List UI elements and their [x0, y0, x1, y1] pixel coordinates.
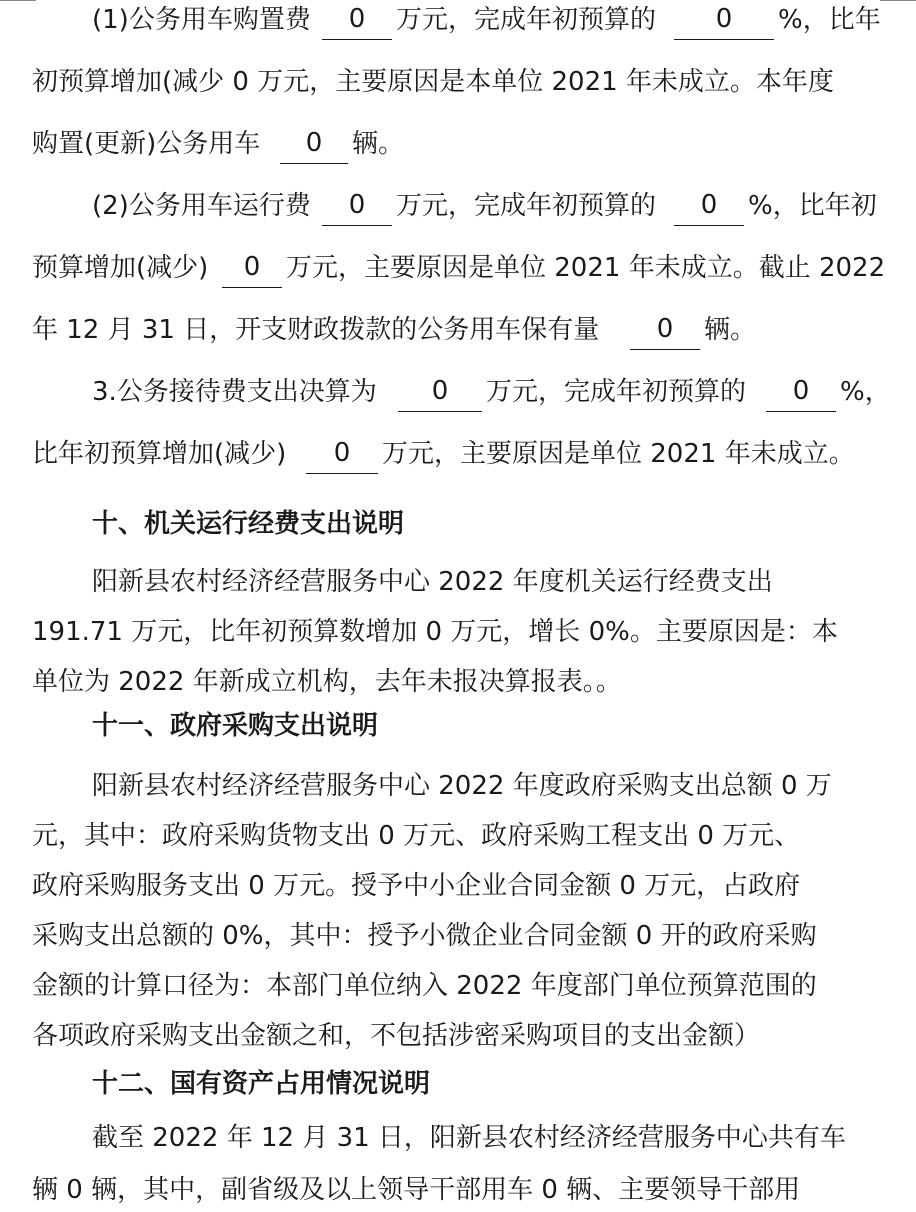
text: 万元，完成年初预算的	[396, 5, 657, 35]
text: %，比年	[778, 5, 881, 35]
section-12-line-1	[0, 1118, 916, 1158]
text: 阳新县农村经济经营服务中心 2022 年度机关运行经费支出	[92, 567, 773, 597]
text: 万元，完成年初预算的	[486, 377, 747, 407]
operation-fee-value: 0	[322, 186, 392, 226]
text: 金额的计算口径为：本部门单位纳入 2022 年度部门单位预算范围的	[32, 971, 817, 1001]
section-11-line-6	[0, 1016, 916, 1056]
vehicles-held-value: 0	[630, 310, 700, 350]
vehicle-operation-line-1	[0, 186, 916, 226]
section-11-line-5	[0, 966, 916, 1006]
heading-text: 十二、国有资产占用情况说明	[92, 1069, 431, 1099]
text: 辆 0 辆，其中，副省级及以上领导干部用车 0 辆、主要领导干部用	[32, 1175, 801, 1205]
text: 元，其中：政府采购货物支出 0 万元、政府采购工程支出 0 万元、	[32, 821, 801, 851]
section-11-heading	[0, 706, 916, 746]
reception-line-1	[0, 372, 916, 412]
text: 191.71 万元，比年初预算数增加 0 万元，增长 0%。主要原因是：本	[32, 617, 838, 647]
section-11-line-4	[0, 916, 916, 956]
text: 购置(更新)公务用车	[32, 129, 261, 159]
text: 万元，主要原因是单位 2021 年未成立。截止 2022	[286, 253, 886, 283]
vehicle-purchase-line-1	[0, 0, 916, 40]
purchase-fee-value: 0	[322, 0, 392, 40]
vehicles-purchased-value: 0	[280, 124, 348, 164]
text: 辆。	[704, 315, 757, 345]
text: 比年初预算增加(减少)	[32, 439, 287, 469]
section-10-line-1	[0, 562, 916, 602]
heading-text: 十一、政府采购支出说明	[92, 711, 379, 741]
section-10-line-3	[0, 662, 916, 702]
vehicle-purchase-line-2	[0, 62, 916, 102]
reception-budget-percent: 0	[766, 372, 836, 412]
text: 万元，完成年初预算的	[396, 191, 657, 221]
text: 年 12 月 31 日，开支财政拨款的公务用车保有量	[32, 315, 600, 345]
vehicle-purchase-line-3	[0, 124, 916, 164]
section-11-line-2	[0, 816, 916, 856]
text: 单位为 2022 年新成立机构，去年未报决算报表。。	[32, 667, 622, 697]
reception-change-value: 0	[306, 434, 378, 474]
text: 阳新县农村经济经营服务中心 2022 年度政府采购支出总额 0 万	[92, 771, 832, 801]
vehicle-operation-line-3	[0, 310, 916, 350]
section-12-line-2	[0, 1170, 916, 1210]
text: 初预算增加(减少 0 万元，主要原因是本单位 2021 年未成立。本年度	[32, 67, 834, 97]
text: 截至 2022 年 12 月 31 日，阳新县农村经济经营服务中心共有车	[92, 1123, 846, 1153]
text: 各项政府采购支出金额之和，不包括涉密采购项目的支出金额）	[32, 1021, 761, 1051]
text: %，	[840, 377, 891, 407]
text: 预算增加(减少)	[32, 253, 209, 283]
reception-fee-value: 0	[398, 372, 482, 412]
text: (1)公务用车购置费	[92, 5, 311, 35]
section-11-line-1	[0, 766, 916, 806]
heading-text: 十、机关运行经费支出说明	[92, 509, 405, 539]
operation-budget-percent: 0	[674, 186, 744, 226]
purchase-budget-percent: 0	[674, 0, 774, 40]
operation-change-value: 0	[222, 248, 282, 288]
vehicle-operation-line-2	[0, 248, 916, 288]
text: (2)公务用车运行费	[92, 191, 311, 221]
section-11-line-3	[0, 866, 916, 906]
section-10-line-2	[0, 612, 916, 652]
reception-line-2	[0, 434, 916, 474]
text: %，比年初	[748, 191, 877, 221]
text: 政府采购服务支出 0 万元。授予中小企业合同金额 0 万元，占政府	[32, 871, 801, 901]
text: 3.公务接待费支出决算为	[92, 377, 377, 407]
text: 万元，主要原因是单位 2021 年未成立。	[382, 439, 855, 469]
section-12-heading	[0, 1064, 916, 1104]
text: 辆。	[352, 129, 405, 159]
section-10-heading	[0, 504, 916, 544]
text: 采购支出总额的 0%，其中：授予小微企业合同金额 0 开的政府采购	[32, 921, 817, 951]
